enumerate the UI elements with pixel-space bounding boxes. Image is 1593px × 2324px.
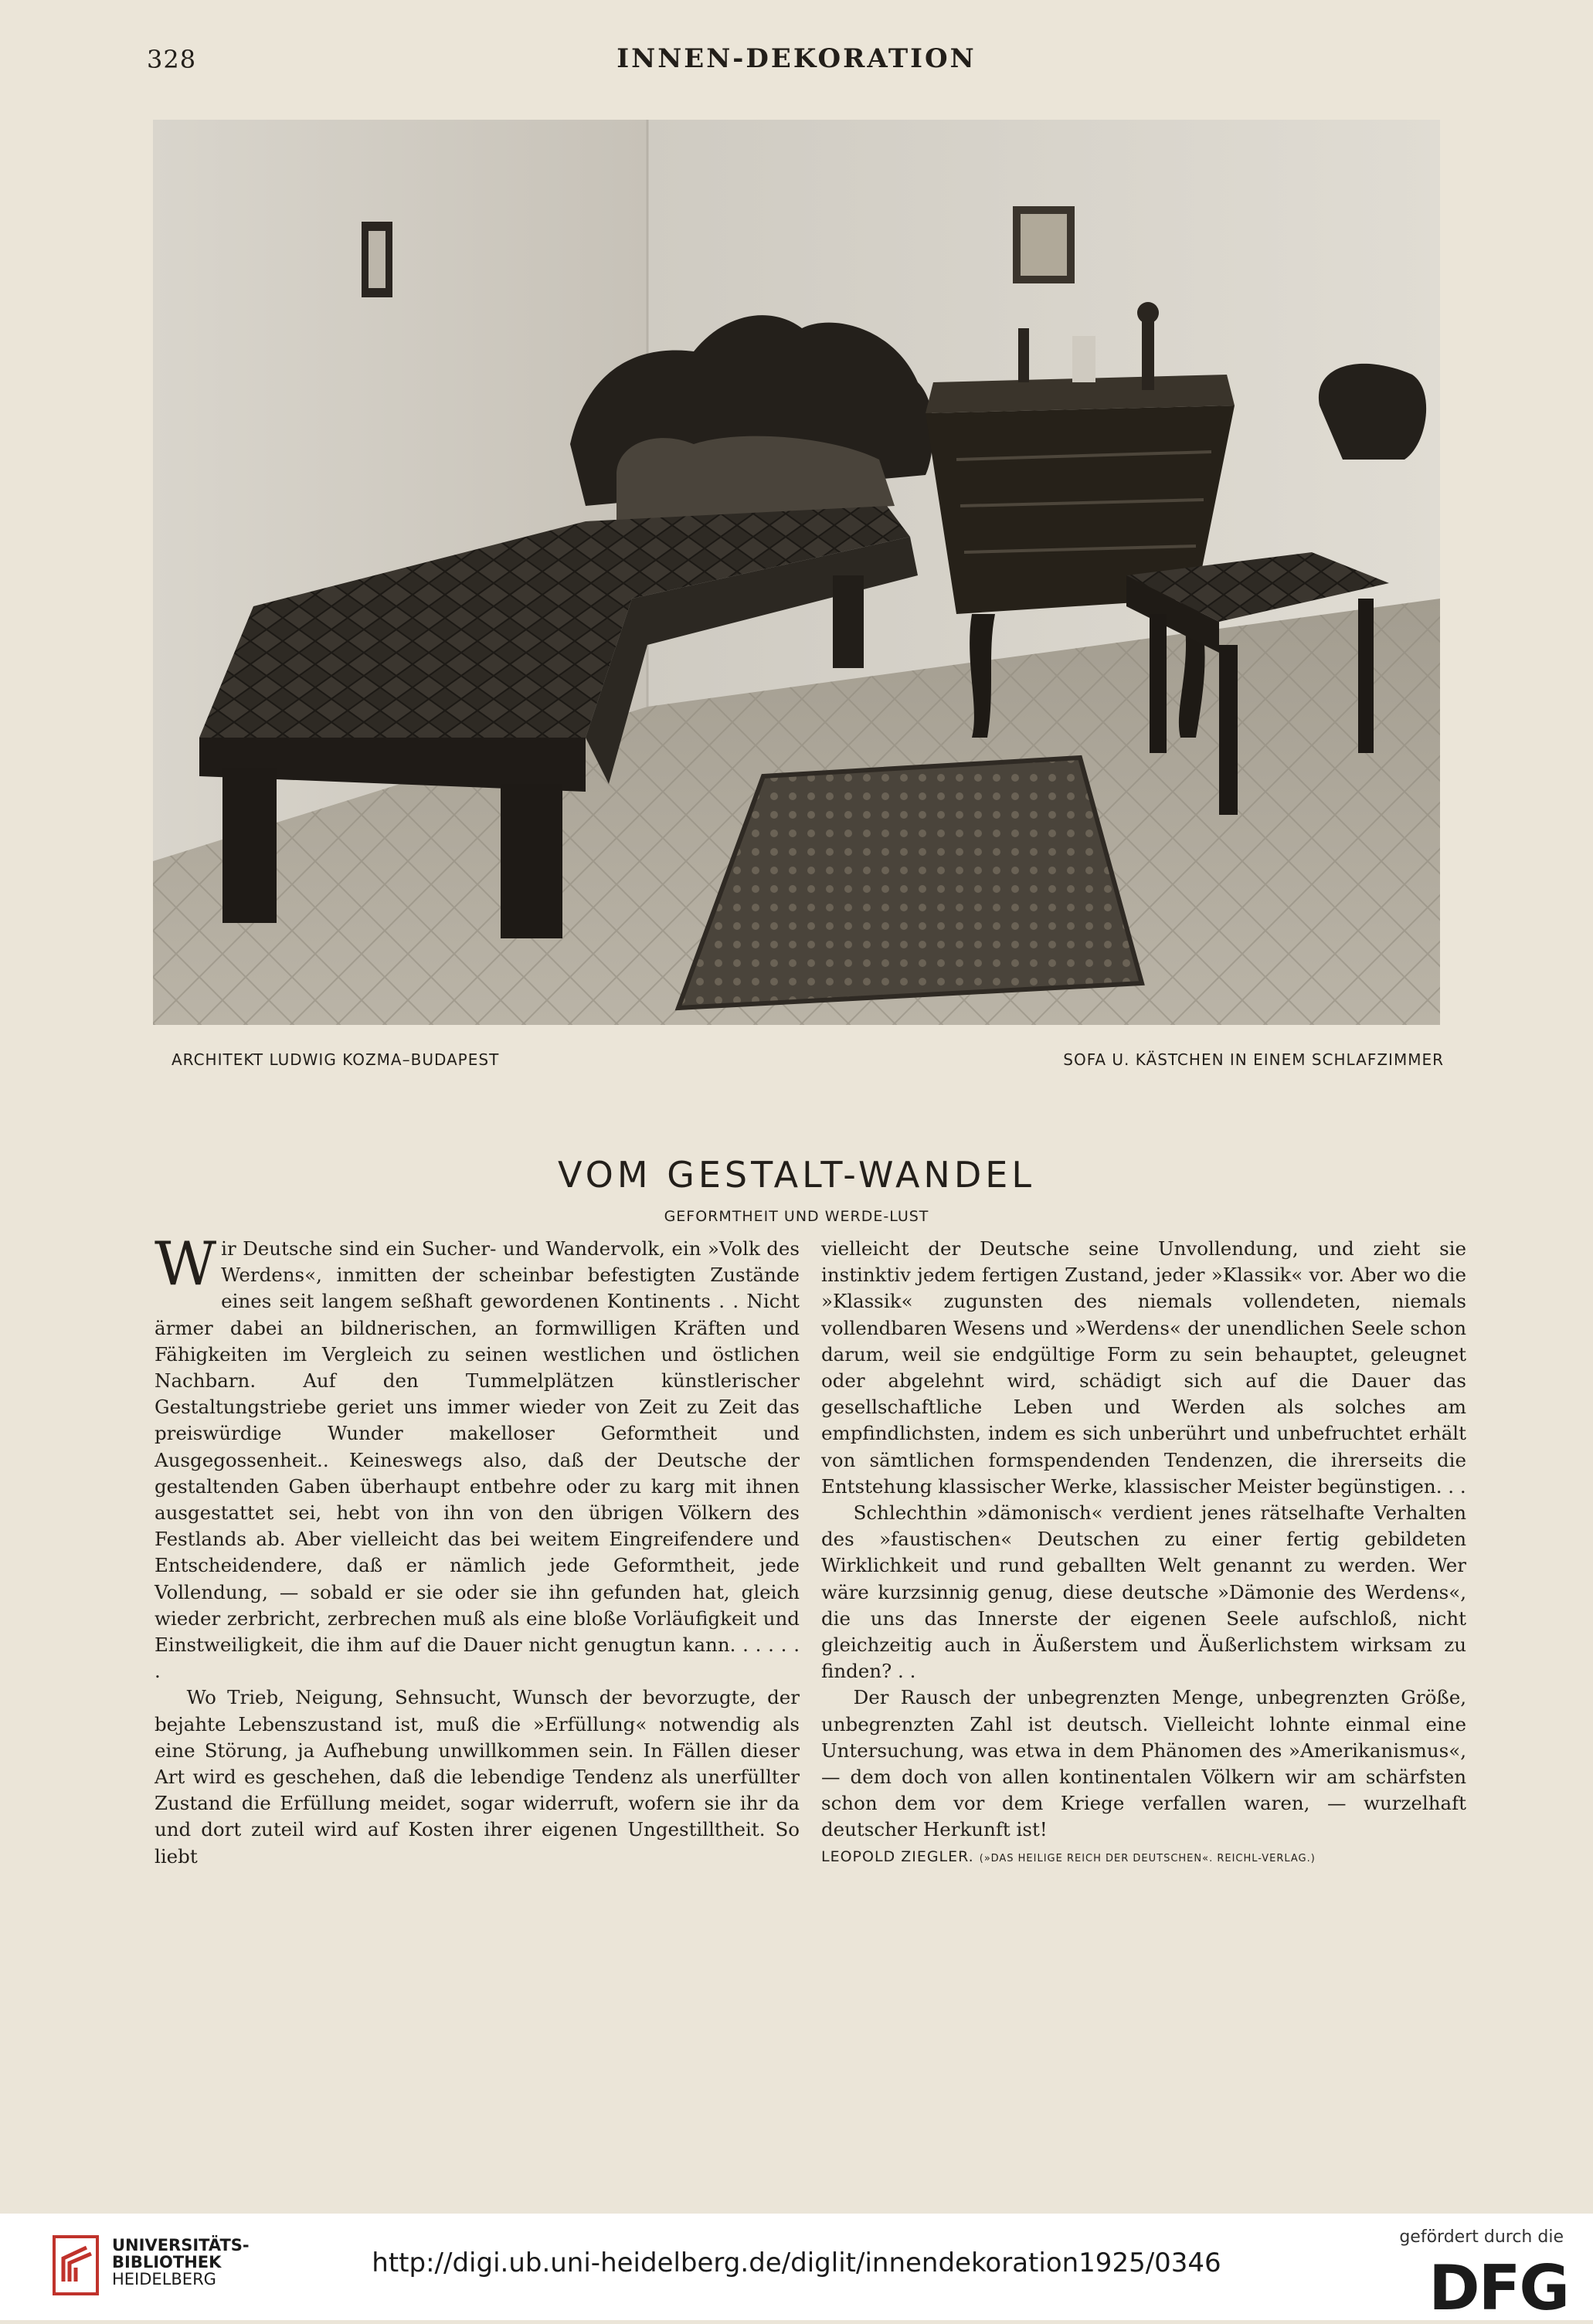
paragraph: vielleicht der Deutsche seine Unvollendung, und zieht sie instinktiv jedem fertigen Zustand, jeder »Klassik« vor. Aber wo die »Klassik« zugunsten des niemals vollendeten, niemals vollendbaren Wesens und »Werdens« der unendlichen Seele schon darum, weil sie endgültige Form zu sein behauptet, geleugnet oder abgelehnt wird, schädigt sich auf die Dauer das gesellschaftliche Leben und Werden als solches am empfindlichsten, indem es sich unberührt und unbefruchtet erhält von sämtlichen formspendenden Tendenzen, die ihrerseits die Entstehung klassischer Werke, klassischer Meister begünstigen. . . [821,1237,1466,1498]
article-subtitle: GEFORMTHEIT UND WERDE-LUST [664,1208,929,1225]
paragraph: Wir Deutsche sind ein Sucher- und Wandervolk, ein »Volk des Werdens«, inmitten der scheinbar befestigten Zustände eines seit langem seßhaft gewordenen Kontinents . . Nicht ärmer dabei an bildnerischen, an formwilligen Kräften und Fähigkeiten im Vergleich zu seinen westlichen und östlichen Nachbarn. Auf den Tummelplätzen künstlerischer Gestaltungstriebe geriet uns immer wieder von Zeit zu Zeit das preiswürdige Wunder makelloser Geformtheit und Ausgegossenheit.. Keineswegs also, daß der Deutsche der gestaltenden Gaben überhaupt entbehre oder zu karg mit ihnen ausgestattet sei, hebt von ihn von den übrigen Völkern des Festlands ab. Aber vielleicht das bei weitem Eingreifendere und Entscheidendere, daß er nämlich jede Geformtheit, jede Vollendung, — sobald er sie oder sie ihn gefunden hat, gleich wieder zerbricht, zerbrechen muß als eine bloße Vorläufigkeit und Einstweiligkeit, die ihm auf die Dauer nicht genugtun kann. . . . . . . [155,1230,800,1683]
photo-caption-subject: SOFA U. KÄSTCHEN IN EINEM SCHLAFZIMMER [1063,1050,1444,1069]
source-citation: (»DAS HEILIGE REICH DER DEUTSCHEN«. REICHL-VERLAG.) [979,1852,1316,1864]
dfg-logo: DFG [1428,2252,1568,2324]
library-name: UNIVERSITÄTS- BIBLIOTHEK HEIDELBERG [112,2236,250,2288]
author-signature: LEOPOLD ZIEGLER. (»DAS HEILIGE REICH DER DEUTSCHEN«. REICHL-VERLAG.) [821,1847,1316,1865]
page-number: 328 [147,45,197,74]
digitization-footer [0,2214,1593,2324]
photo-caption-architect: ARCHITEKT LUDWIG KOZMA–BUDAPEST [172,1050,500,1069]
paragraph: Der Rausch der unbegrenzten Menge, unbegrenzten Größe, unbegrenzten Zahl ist deutsch. Vielleicht lohnte einmal eine Untersuchung, was etwa in dem Phänomen des »Amerikanismus«, — dem doch von allen kontinentalen Völkern wir am schärfsten schon dem vor dem Kriege verfallen waren, — wurzelhaft deutscher Herkunft ist! [821,1686,1466,1841]
paragraph: Schlechthin »dämonisch« verdient jenes rätselhafte Verhalten des »faustischen« Deutschen zu einer fertig gebildeten Wirklichkeit und rund geballten Welt genannt zu werden. Wer wäre kurzsinnig genug, diese deutsche »Dämonie des Werdens«, die uns das Innerste der eigenen Seele aufschloß, nicht gleichzeitig auch in Äußerstem und Äußerlichstem wirksam zu finden? . . [821,1501,1466,1683]
source-url-link[interactable]: http://digi.ub.uni-heidelberg.de/diglit/innendekoration1925/0346 [372,2248,1221,2278]
running-title: INNEN-DEKORATION [616,43,977,74]
article-column-left [155,1230,800,1870]
article-title: VOM GESTALT-WANDEL [558,1154,1035,1196]
photograph-scene [153,120,1440,1025]
photograph-bedroom-sofa [153,120,1440,1025]
funded-by-label: gefördert durch die [1399,2227,1564,2247]
article-column-right [821,1236,1466,1872]
drop-cap: W [155,1230,217,1299]
paragraph: Wo Trieb, Neigung, Sehnsucht, Wunsch der bevorzugte, der bejahte Lebenszustand ist, muß die »Erfüllung« notwendig als eine Störung, ja Aufhebung unwillkommen sein. In Fällen dieser Art wird es geschehen, daß die lebendige Tendenz als unerfüllter Zustand die Erfüllung meidet, sogar widerruft, wofern sie ihr da und dort zuteil wird auf Kosten ihrer eigenen Ungestilltheit. So liebt [155,1686,800,1868]
